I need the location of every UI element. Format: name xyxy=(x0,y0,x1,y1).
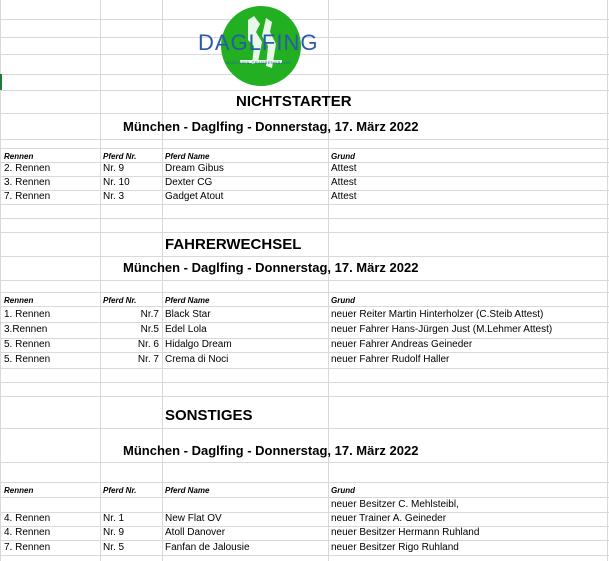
cell-pferd-name: Hidalgo Dream xyxy=(165,339,232,350)
cell-grund: neuer Reiter Martin Hinterholzer (C.Steib Attest) xyxy=(331,309,544,320)
col-header-grund: Grund xyxy=(331,486,355,495)
cell-rennen: 5. Rennen xyxy=(4,339,51,350)
section-subtitle: München - Daglfing - Donnerstag, 17. März 2022 xyxy=(123,260,419,275)
col-header-pferd-name: Pferd Name xyxy=(165,296,210,305)
cell-rennen: 7. Rennen xyxy=(4,542,51,553)
col-header-rennen: Rennen xyxy=(4,486,34,495)
logo-subtext: MÜNCHEN-TRABRENNBAHN xyxy=(226,60,291,65)
col-header-grund: Grund xyxy=(331,296,355,305)
col-header-pferd-nr: Pferd Nr. xyxy=(103,296,137,305)
cell-pferd-nr: Nr. 10 xyxy=(103,177,130,188)
cell-pferd-name: Fanfan de Jalousie xyxy=(165,542,250,553)
cell-pferd-name: Dexter CG xyxy=(165,177,213,188)
cell-pferd-name: Crema di Noci xyxy=(165,354,229,365)
cell-pferd-nr: Nr. 5 xyxy=(103,542,125,553)
section-subtitle: München - Daglfing - Donnerstag, 17. März 2022 xyxy=(123,119,419,134)
cell-pferd-nr: Nr. 1 xyxy=(103,513,125,524)
cell-grund: neuer Fahrer Andreas Geineder xyxy=(331,339,473,350)
daglfing-logo xyxy=(196,2,326,88)
section-title: NICHTSTARTER xyxy=(236,93,352,110)
col-header-grund: Grund xyxy=(331,152,355,161)
cell-rennen: 4. Rennen xyxy=(4,513,51,524)
cell-rennen: 7. Rennen xyxy=(4,191,51,202)
cell-pferd-name: New Flat OV xyxy=(165,513,222,524)
col-header-rennen: Rennen xyxy=(4,152,34,161)
cell-grund: neuer Fahrer Hans-Jürgen Just (M.Lehmer Attest) xyxy=(331,324,553,335)
cell-rennen: 5. Rennen xyxy=(4,354,51,365)
cell-grund: neuer Besitzer Hermann Ruhland xyxy=(331,527,480,538)
cell-pferd-nr: Nr. 6 xyxy=(137,339,159,350)
cell-pferd-name: Black Star xyxy=(165,309,211,320)
cell-grund: Attest xyxy=(331,163,357,174)
cell-rennen: 1. Rennen xyxy=(4,309,51,320)
cell-pferd-nr: Nr. 9 xyxy=(103,163,125,174)
section-title: FAHRERWECHSEL xyxy=(165,236,302,253)
cell-grund: neuer Fahrer Rudolf Haller xyxy=(331,354,450,365)
cell-rennen: 2. Rennen xyxy=(4,163,51,174)
section-title: SONSTIGES xyxy=(165,407,253,424)
cell-pferd-name: Dream Gibus xyxy=(165,163,224,174)
cell-pferd-nr: Nr. 3 xyxy=(103,191,125,202)
col-header-pferd-name: Pferd Name xyxy=(165,152,210,161)
cell-rennen: 3.Rennen xyxy=(4,324,48,335)
col-header-pferd-name: Pferd Name xyxy=(165,486,210,495)
cell-pferd-name: Atoll Danover xyxy=(165,527,226,538)
cell-pferd-nr: Nr. 7 xyxy=(137,354,159,365)
col-header-pferd-nr: Pferd Nr. xyxy=(103,486,137,495)
col-header-pferd-nr: Pferd Nr. xyxy=(103,152,137,161)
logo-text: DAGLFING xyxy=(198,30,319,55)
section-subtitle: München - Daglfing - Donnerstag, 17. März 2022 xyxy=(123,443,419,458)
cell-grund: Attest xyxy=(331,191,357,202)
cell-grund: neuer Besitzer C. Mehlsteibl, xyxy=(331,499,459,510)
cell-grund: Attest xyxy=(331,177,357,188)
cell-pferd-nr: Nr.5 xyxy=(140,324,159,335)
cell-pferd-name: Edel Lola xyxy=(165,324,207,335)
cell-rennen: 3. Rennen xyxy=(4,177,51,188)
cell-grund: neuer Besitzer Rigo Ruhland xyxy=(331,542,459,553)
cell-pferd-nr: Nr.7 xyxy=(140,309,159,320)
cell-pferd-nr: Nr. 9 xyxy=(103,527,125,538)
cell-pferd-name: Gadget Atout xyxy=(165,191,224,202)
col-header-rennen: Rennen xyxy=(4,296,34,305)
cell-rennen: 4. Rennen xyxy=(4,527,51,538)
cell-grund: neuer Trainer A. Geineder xyxy=(331,513,447,524)
